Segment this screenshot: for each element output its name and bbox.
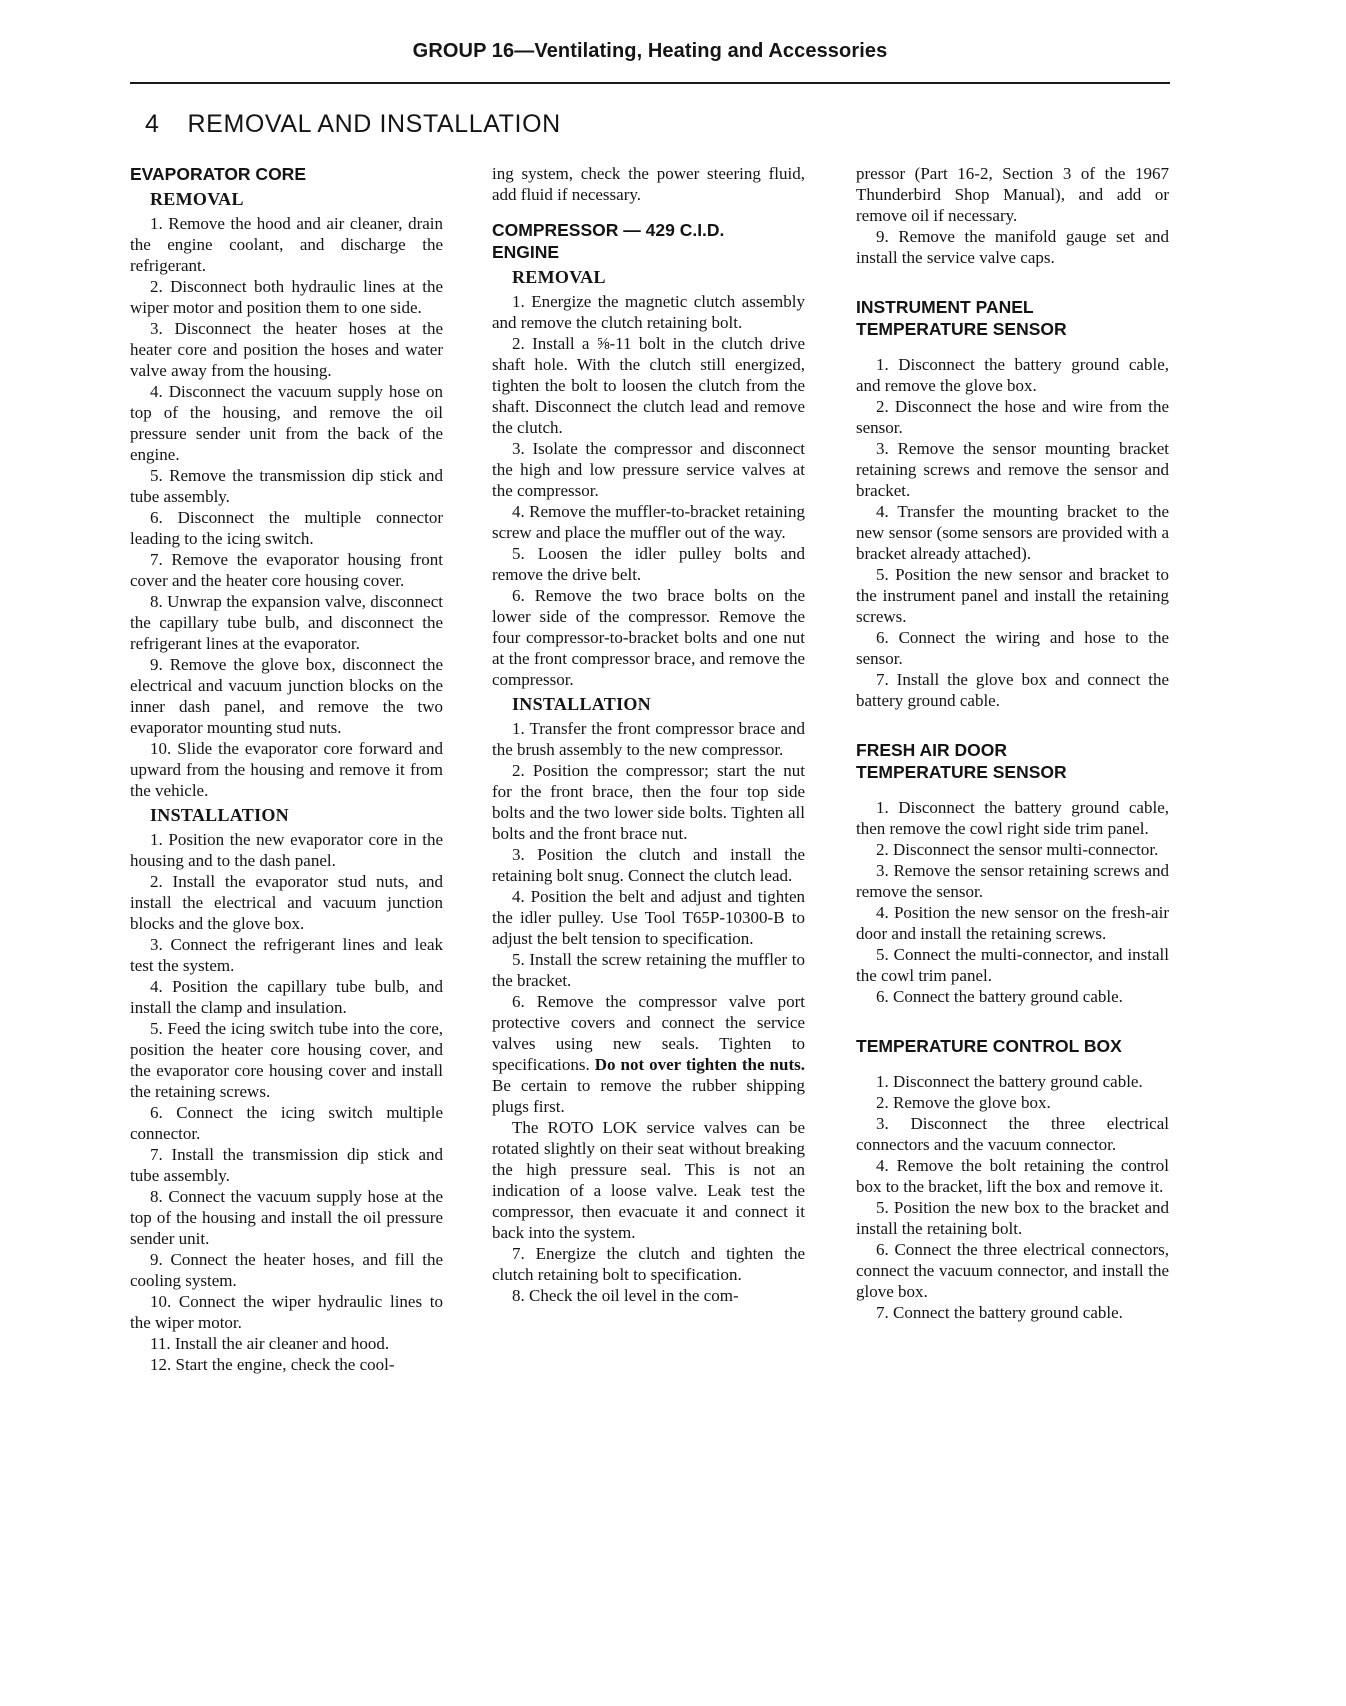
ip-sensor-step-2: 2. Disconnect the hose and wire from the sensor.: [856, 397, 1169, 437]
tc-box-step-3: 3. Disconnect the three electrical connectors and the vacuum connector.: [856, 1114, 1169, 1154]
evap-install-step-12-continued: ing system, check the power steering fluid, add fluid if necessary.: [492, 164, 805, 204]
tc-box-step-5: 5. Position the new box to the bracket and install the retaining bolt.: [856, 1198, 1169, 1238]
column-1: [130, 163, 443, 1375]
header-rule: [130, 82, 1170, 84]
comp-install-step-7: 7. Energize the clutch and tighten the clutch retaining bolt to specification.: [492, 1244, 805, 1284]
subheading-removal: REMOVAL: [512, 267, 606, 287]
evap-install-step-4: 4. Position the capillary tube bulb, and install the clamp and insulation.: [130, 977, 443, 1017]
fa-sensor-step-3: 3. Remove the sensor retaining screws and remove the sensor.: [856, 861, 1169, 901]
fa-sensor-step-4: 4. Position the new sensor on the fresh-air door and install the retaining screws.: [856, 903, 1169, 943]
heading-instrument-panel-line-2: TEMPERATURE SENSOR: [856, 319, 1067, 339]
evap-install-step-5: 5. Feed the icing switch tube into the core, position the heater core housing cover, and the evaporator core housing cover and install the retaining screws.: [130, 1019, 443, 1101]
evap-removal-step-8: 8. Unwrap the expansion valve, disconnect the capillary tube bulb, and disconnect the refrigerant lines at the evaporator.: [130, 592, 443, 653]
comp-install-step-9: 9. Remove the manifold gauge set and install the service valve caps.: [856, 227, 1169, 267]
evap-removal-step-10: 10. Slide the evaporator core forward and upward from the housing and remove it from the vehicle.: [130, 739, 443, 800]
comp-removal-step-5: 5. Loosen the idler pulley bolts and remove the drive belt.: [492, 544, 805, 584]
comp-install-step-6-warning: Do not over tighten the nuts.: [594, 1055, 805, 1074]
tc-box-step-2: 2. Remove the glove box.: [876, 1093, 1051, 1112]
heading-fresh-air-line-2: TEMPERATURE SENSOR: [856, 762, 1067, 782]
comp-install-step-2: 2. Position the compressor; start the nut for the front brace, then the four top side bolts and the two lower side bolts. Tighten all bolts and the front brace nut.: [492, 761, 805, 843]
tc-box-step-4: 4. Remove the bolt retaining the control box to the bracket, lift the box and remove it.: [856, 1156, 1169, 1196]
tc-box-step-7: 7. Connect the battery ground cable.: [876, 1303, 1123, 1322]
page-header: GROUP 16—Ventilating, Heating and Accessories: [412, 40, 888, 62]
comp-install-step-4: 4. Position the belt and adjust and tighten the idler pulley. Use Tool T65P-10300-B to adjust the belt tension to specification.: [492, 887, 805, 948]
heading-instrument-panel-sensor: [856, 296, 1169, 340]
comp-removal-step-3: 3. Isolate the compressor and disconnect the high and low pressure service valves at the compressor.: [492, 439, 805, 500]
section-number: 4: [145, 110, 160, 138]
evap-removal-step-5: 5. Remove the transmission dip stick and tube assembly.: [130, 466, 443, 506]
evap-install-step-8: 8. Connect the vacuum supply hose at the top of the housing and install the oil pressure sender unit.: [130, 1187, 443, 1248]
heading-fresh-air-door-sensor: [856, 739, 1169, 783]
tc-box-step-6: 6. Connect the three electrical connectors, connect the vacuum connector, and install the glove box.: [856, 1240, 1169, 1301]
evap-removal-step-6: 6. Disconnect the multiple connector leading to the icing switch.: [130, 508, 443, 548]
comp-install-step-6-note: Be certain to remove the rubber shipping plugs first.: [492, 1076, 805, 1116]
comp-install-step-1: 1. Transfer the front compressor brace and the brush assembly to the new compressor.: [492, 719, 805, 759]
heading-fresh-air-line-1: FRESH AIR DOOR: [856, 740, 1008, 760]
ip-sensor-step-7: 7. Install the glove box and connect the battery ground cable.: [856, 670, 1169, 710]
fa-sensor-step-6: 6. Connect the battery ground cable.: [876, 987, 1123, 1006]
comp-install-step-5: 5. Install the screw retaining the muffler to the bracket.: [492, 950, 805, 990]
ip-sensor-step-3: 3. Remove the sensor mounting bracket retaining screws and remove the sensor and bracket.: [856, 439, 1169, 500]
evap-install-step-10: 10. Connect the wiper hydraulic lines to the wiper motor.: [130, 1292, 443, 1332]
comp-removal-step-2: 2. Install a ⅝-11 bolt in the clutch drive shaft hole. With the clutch still energized, tighten the bolt to loosen the clutch from the shaft. Disconnect the clutch lead and remove the clutch.: [492, 334, 805, 437]
evap-removal-step-2: 2. Disconnect both hydraulic lines at the wiper motor and position them to one side.: [130, 277, 443, 317]
section-title-text: REMOVAL AND INSTALLATION: [187, 110, 561, 138]
ip-sensor-step-5: 5. Position the new sensor and bracket to the instrument panel and install the retaining screws.: [856, 565, 1169, 626]
comp-install-step-6-text: 6. Remove the compressor valve port protective covers and connect the service valves using new seals. Tighten to specifications.: [492, 992, 805, 1074]
evap-removal-step-1: 1. Remove the hood and air cleaner, drain the engine coolant, and discharge the refrigerant.: [130, 214, 443, 275]
comp-install-step-3: 3. Position the clutch and install the retaining bolt snug. Connect the clutch lead.: [492, 845, 805, 885]
comp-removal-step-6: 6. Remove the two brace bolts on the lower side of the compressor. Remove the four compressor-to-bracket bolts and one nut at the front compressor brace, and remove the compressor.: [492, 586, 805, 689]
fa-sensor-step-5: 5. Connect the multi-connector, and install the cowl trim panel.: [856, 945, 1169, 985]
column-3: [856, 163, 1169, 1323]
section-title: [145, 110, 561, 139]
heading-instrument-panel-line-1: INSTRUMENT PANEL: [856, 297, 1034, 317]
comp-install-step-8-continued: pressor (Part 16-2, Section 3 of the 1967 Thunderbird Shop Manual), and add or remove oil if necessary.: [856, 164, 1169, 225]
evap-removal-step-9: 9. Remove the glove box, disconnect the electrical and vacuum junction blocks on the inner dash panel, and remove the two evaporator mounting stud nuts.: [130, 655, 443, 737]
evap-removal-step-4: 4. Disconnect the vacuum supply hose on top of the housing, and remove the oil pressure sender unit from the back of the engine.: [130, 382, 443, 464]
subheading-installation: INSTALLATION: [512, 694, 651, 714]
comp-install-step-6: [492, 991, 805, 1117]
ip-sensor-step-1: 1. Disconnect the battery ground cable, and remove the glove box.: [856, 355, 1169, 395]
heading-compressor-line-2: ENGINE: [492, 242, 560, 262]
evap-install-step-2: 2. Install the evaporator stud nuts, and install the electrical and vacuum junction blocks and the glove box.: [130, 872, 443, 933]
evap-install-step-12: 12. Start the engine, check the cool-: [150, 1355, 395, 1374]
heading-temperature-control-box: TEMPERATURE CONTROL BOX: [856, 1036, 1122, 1056]
column-2: [492, 163, 805, 1306]
tc-box-step-1: 1. Disconnect the battery ground cable.: [876, 1072, 1143, 1091]
heading-compressor-line-1: COMPRESSOR — 429 C.I.D.: [492, 220, 725, 240]
fa-sensor-step-2: 2. Disconnect the sensor multi-connector.: [876, 840, 1159, 859]
ip-sensor-step-6: 6. Connect the wiring and hose to the sensor.: [856, 628, 1169, 668]
heading-evaporator-core: EVAPORATOR CORE: [130, 164, 306, 184]
evap-install-step-7: 7. Install the transmission dip stick and tube assembly.: [130, 1145, 443, 1185]
evap-removal-step-7: 7. Remove the evaporator housing front cover and the heater core housing cover.: [130, 550, 443, 590]
roto-lok-note: The ROTO LOK service valves can be rotated slightly on their seat without breaking the high pressure seal. This is not an indication of a loose valve. Leak test the compressor, then evacuate it and connect it back into the system.: [492, 1118, 805, 1242]
fa-sensor-step-1: 1. Disconnect the battery ground cable, then remove the cowl right side trim panel.: [856, 798, 1169, 838]
evap-install-step-6: 6. Connect the icing switch multiple connector.: [130, 1103, 443, 1143]
subheading-removal: REMOVAL: [150, 189, 244, 209]
evap-install-step-1: 1. Position the new evaporator core in the housing and to the dash panel.: [130, 830, 443, 870]
comp-install-step-8: 8. Check the oil level in the com-: [512, 1286, 739, 1305]
ip-sensor-step-4: 4. Transfer the mounting bracket to the new sensor (some sensors are provided with a bracket already attached).: [856, 502, 1169, 563]
evap-removal-step-3: 3. Disconnect the heater hoses at the heater core and position the hoses and water valve away from the housing.: [130, 319, 443, 380]
subheading-installation: INSTALLATION: [150, 805, 289, 825]
evap-install-step-9: 9. Connect the heater hoses, and fill the cooling system.: [130, 1250, 443, 1290]
evap-install-step-3: 3. Connect the refrigerant lines and leak test the system.: [130, 935, 443, 975]
comp-removal-step-1: 1. Energize the magnetic clutch assembly and remove the clutch retaining bolt.: [492, 292, 805, 332]
comp-removal-step-4: 4. Remove the muffler-to-bracket retaining screw and place the muffler out of the way.: [492, 502, 805, 542]
evap-install-step-11: 11. Install the air cleaner and hood.: [150, 1334, 390, 1353]
heading-compressor: [492, 219, 805, 263]
